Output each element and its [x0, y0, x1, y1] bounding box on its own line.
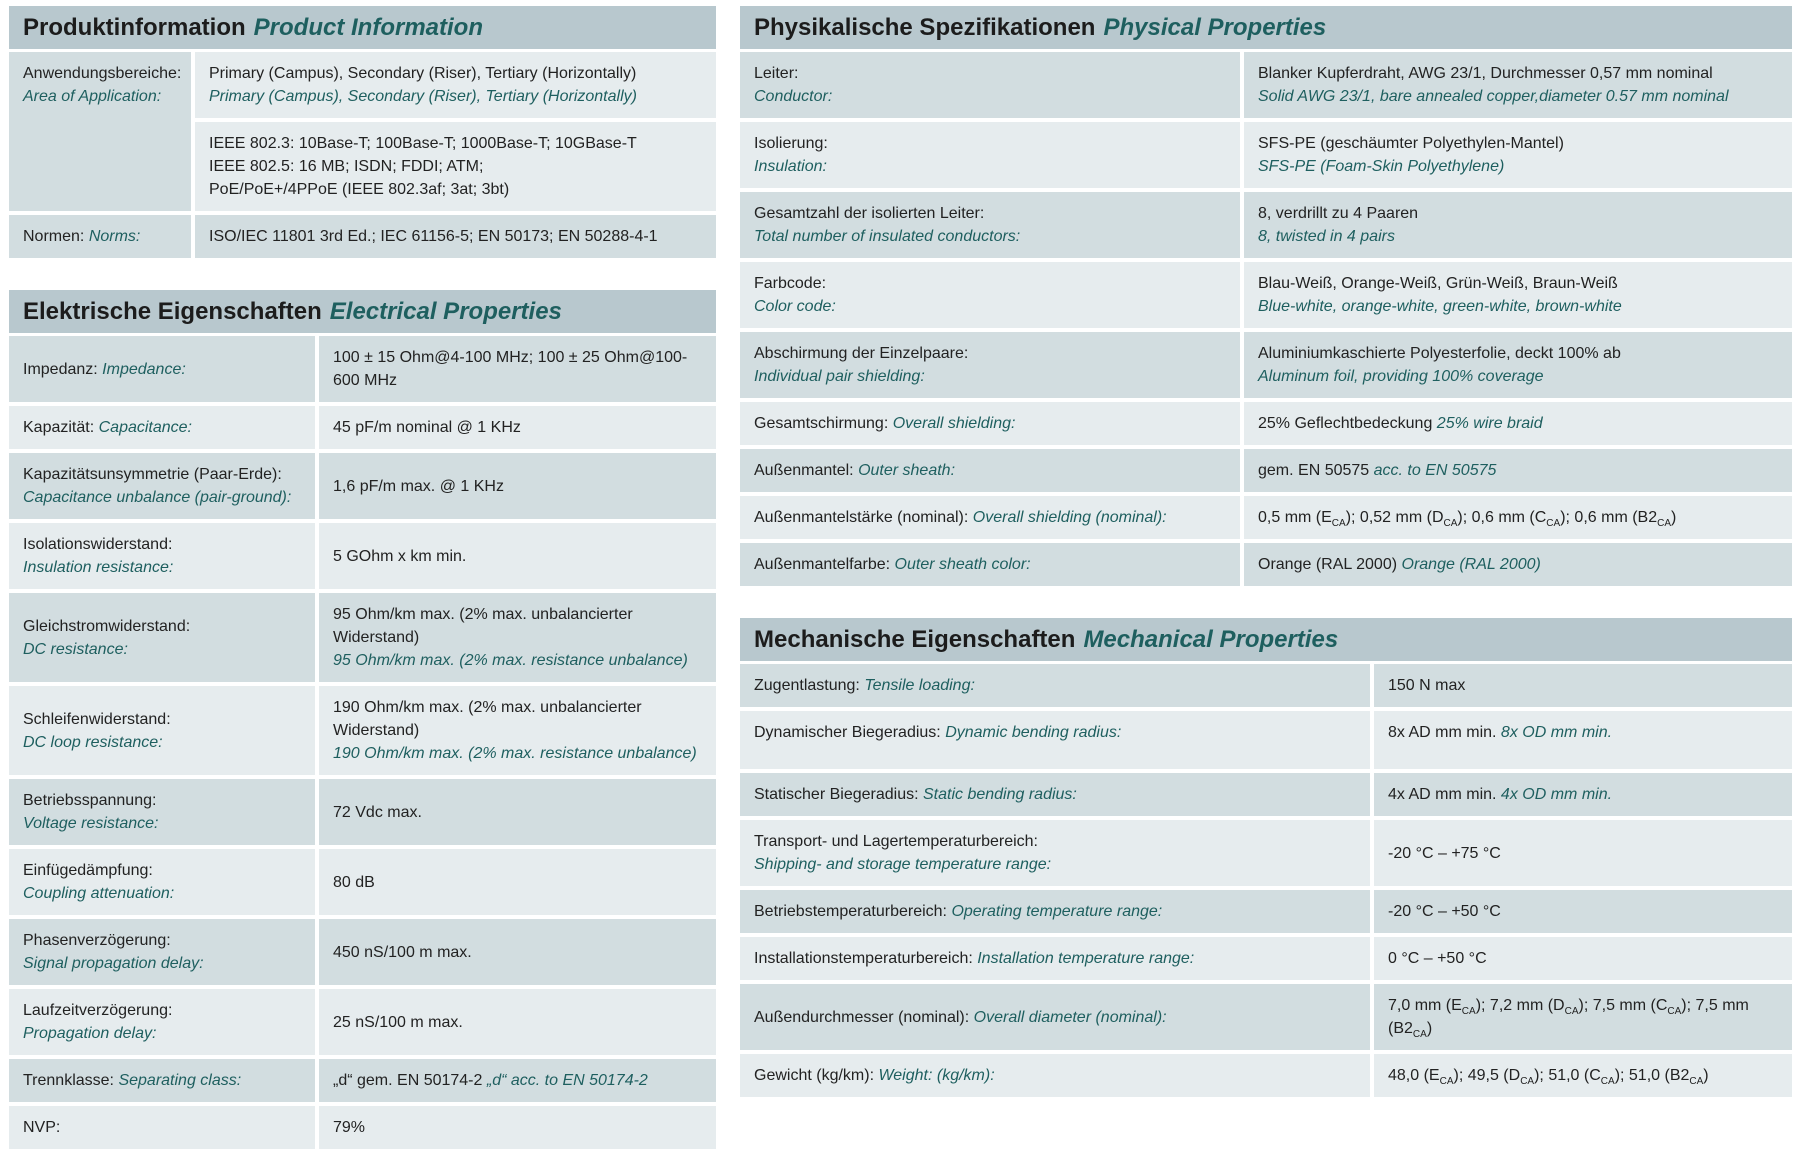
table-row	[9, 406, 716, 453]
value-de: gem. EN 50575	[1258, 462, 1370, 479]
table-row	[740, 52, 1792, 122]
value-de	[1388, 997, 1749, 1041]
key-de: NVP:	[23, 1119, 61, 1136]
row-key	[9, 919, 319, 989]
value-en: „d“ acc. to EN 50174-2	[486, 1072, 648, 1089]
table-row	[9, 1106, 716, 1153]
key-en: Static bending radius:	[922, 786, 1077, 803]
row-value	[319, 1059, 716, 1106]
row-value	[319, 593, 716, 686]
subscript: CA	[1546, 518, 1561, 530]
section-title-en: Electrical Properties	[329, 297, 562, 325]
key-en: Area of Application:	[23, 88, 162, 105]
key-de: Phasenverzögerung:	[23, 932, 171, 949]
key-en: Operating temperature range:	[951, 903, 1163, 920]
subscript: CA	[1600, 1076, 1615, 1088]
row-key	[740, 890, 1374, 937]
row-key	[9, 215, 195, 262]
value-en: Aluminum foil, providing 100% coverage	[1258, 368, 1544, 385]
key-de: Normen:	[23, 228, 85, 245]
key-de: Statischer Biegeradius:	[754, 786, 919, 803]
row-key	[740, 937, 1374, 984]
row-value	[319, 453, 716, 523]
value-de: 45 pF/m nominal @ 1 KHz	[333, 419, 521, 436]
key-en: Outer sheath:	[858, 462, 956, 479]
section-title-en: Product Information	[253, 13, 483, 41]
row-value	[1244, 192, 1792, 262]
key-en: Capacitance:	[98, 419, 192, 436]
key-en: Shipping- and storage temperature range:	[754, 856, 1052, 873]
key-de: Kapazität:	[23, 419, 95, 436]
table-row	[740, 449, 1792, 496]
physical-section	[740, 6, 1792, 590]
key-en: Overall diameter (nominal):	[973, 1008, 1167, 1026]
table-row	[740, 711, 1792, 773]
table-row	[740, 890, 1792, 937]
table-row	[9, 779, 716, 849]
table-row	[740, 262, 1792, 332]
key-en: Insulation resistance:	[23, 559, 174, 576]
key-en: Tensile loading:	[864, 677, 975, 694]
row-value	[1374, 984, 1792, 1054]
key-de: Gewicht (kg/km):	[754, 1067, 875, 1084]
row-value	[1244, 496, 1792, 543]
value-part: )	[1426, 1020, 1433, 1037]
row-key	[740, 262, 1244, 332]
value-part: ); 0,6 mm (B2	[1560, 509, 1658, 526]
row-value	[1244, 332, 1792, 402]
row-value	[319, 523, 716, 593]
table-row	[740, 402, 1792, 449]
subscript: CA	[1439, 1076, 1454, 1088]
value-part: ); 7,5 mm (B2	[1388, 997, 1749, 1037]
row-value	[195, 215, 716, 262]
value-de: -20 °C – +50 °C	[1388, 903, 1501, 920]
mechanical-section	[740, 618, 1792, 1101]
key-en: Propagation delay:	[23, 1025, 157, 1042]
row-key	[9, 52, 195, 215]
key-de: Transport- und Lagertemperaturbereich:	[754, 833, 1038, 850]
row-key	[740, 449, 1244, 496]
key-de: Außenmantel:	[754, 462, 854, 479]
row-value	[1374, 664, 1792, 711]
value-part: ); 0,6 mm (C	[1457, 509, 1547, 526]
row-key	[9, 849, 319, 919]
value-part: ); 51,0 (C	[1534, 1067, 1601, 1084]
value-de	[1388, 1067, 1709, 1088]
subscript: CA	[1443, 518, 1458, 530]
value-de: Primary (Campus), Secondary (Riser), Tertiary (Horizontally)	[209, 65, 637, 82]
row-key	[9, 1106, 319, 1153]
value-en: 25% wire braid	[1436, 415, 1543, 432]
section-title-en: Physical Properties	[1103, 13, 1327, 41]
left-column	[9, 6, 716, 1153]
value-de: „d“ gem. EN 50174-2	[333, 1072, 483, 1089]
value-de: 72 Vdc max.	[333, 803, 422, 821]
key-en: Overall shielding (nominal):	[972, 509, 1167, 526]
value-part: 48,0 (E	[1388, 1067, 1440, 1084]
key-de: Betriebsspannung:	[23, 792, 157, 809]
row-key	[9, 523, 319, 593]
row-value	[1244, 449, 1792, 496]
row-value	[1244, 402, 1792, 449]
product-info-table	[9, 52, 716, 262]
value-part: ); 49,5 (D	[1453, 1067, 1521, 1084]
value-part: ); 7,2 mm (D	[1475, 997, 1565, 1014]
key-en: Coupling attenuation:	[23, 885, 175, 902]
value-de: 100 ± 15 Ohm@4-100 MHz; 100 ± 25 Ohm@100-600 MHz	[333, 349, 688, 389]
table-row	[9, 215, 716, 262]
row-key	[9, 686, 319, 779]
row-value	[319, 336, 716, 406]
table-row	[740, 984, 1792, 1054]
table-row	[9, 919, 716, 989]
key-de: Gesamtschirmung:	[754, 415, 889, 432]
value-en: 190 Ohm/km max. (2% max. resistance unbalance)	[333, 745, 697, 762]
row-key	[740, 1054, 1374, 1101]
key-en: Color code:	[754, 298, 836, 315]
section-title	[9, 6, 716, 52]
key-de: Abschirmung der Einzelpaare:	[754, 345, 969, 362]
value-de	[1258, 509, 1677, 530]
row-key	[740, 820, 1374, 890]
value-line: IEEE 802.3: 10Base-T; 100Base-T; 1000Base-T; 10GBase-T	[209, 135, 637, 152]
value-en: Primary (Campus), Secondary (Riser), Tertiary (Horizontally)	[209, 88, 637, 105]
value-de: 450 nS/100 m max.	[333, 943, 472, 961]
table-row	[9, 336, 716, 406]
key-en: Weight: (kg/km):	[878, 1067, 995, 1084]
key-en: Dynamic bending radius:	[945, 724, 1122, 741]
value-de: 5 GOhm x km min.	[333, 547, 467, 565]
row-key	[740, 332, 1244, 402]
subscript: CA	[1689, 1076, 1704, 1088]
product-info-section	[9, 6, 716, 262]
value-de: 80 dB	[333, 873, 375, 891]
row-key	[740, 984, 1374, 1054]
subscript: CA	[1520, 1076, 1535, 1088]
key-en: Individual pair shielding:	[754, 368, 925, 385]
section-title-de: Elektrische Eigenschaften	[23, 297, 322, 325]
row-value	[319, 919, 716, 989]
electrical-table	[9, 336, 716, 1153]
value-part: ); 51,0 (B2	[1614, 1067, 1690, 1084]
section-title	[740, 6, 1792, 52]
key-en: Outer sheath color:	[894, 556, 1031, 573]
table-row	[740, 496, 1792, 543]
table-row	[9, 1059, 716, 1106]
row-key	[740, 122, 1244, 192]
subscript: CA	[1331, 518, 1346, 530]
value-line: IEEE 802.5: 16 MB; ISDN; FDDI; ATM;	[209, 158, 484, 175]
row-value	[1374, 711, 1792, 773]
key-de: Leiter:	[754, 65, 799, 82]
row-value	[319, 779, 716, 849]
subscript: CA	[1412, 1029, 1427, 1041]
key-de: Betriebstemperaturbereich:	[754, 903, 947, 920]
row-value	[1374, 1054, 1792, 1101]
section-title-en: Mechanical Properties	[1083, 625, 1339, 653]
value-de: 25 nS/100 m max.	[333, 1013, 463, 1031]
row-value	[1374, 820, 1792, 890]
key-de: Außendurchmesser (nominal):	[754, 1008, 970, 1026]
subscript: CA	[1461, 1006, 1476, 1018]
key-en: Separating class:	[118, 1072, 242, 1089]
section-title-de: Physikalische Spezifikationen	[754, 13, 1096, 41]
table-row	[740, 820, 1792, 890]
mechanical-table	[740, 664, 1792, 1101]
row-value	[319, 849, 716, 919]
value-en: 8, twisted in 4 pairs	[1258, 228, 1395, 245]
key-de: Außenmantelfarbe:	[754, 556, 891, 573]
key-de: Anwendungsbereiche:	[23, 65, 182, 82]
value-part: 0,5 mm (E	[1258, 509, 1332, 526]
row-key	[9, 336, 319, 406]
value-de: 95 Ohm/km max. (2% max. unbalancierter Widerstand)	[333, 606, 633, 646]
key-de: Laufzeitverzögerung:	[23, 1002, 173, 1019]
key-de: Einfügedämpfung:	[23, 862, 153, 879]
value-de: -20 °C – +75 °C	[1388, 844, 1501, 862]
row-key	[740, 402, 1244, 449]
value-en: 8x OD mm min.	[1500, 724, 1613, 741]
row-value	[319, 686, 716, 779]
value-line: PoE/PoE+/4PPoE (IEEE 802.3af; 3at; 3bt)	[209, 181, 510, 198]
key-de: Installationstemperaturbereich:	[754, 950, 973, 967]
key-de: Dynamischer Biegeradius:	[754, 724, 941, 741]
row-key	[9, 406, 319, 453]
key-en: Total number of insulated conductors:	[754, 228, 1021, 245]
key-de: Trennklasse:	[23, 1072, 114, 1089]
subscript: CA	[1667, 1006, 1682, 1018]
right-column	[740, 6, 1792, 1101]
key-en: Voltage resistance:	[23, 815, 159, 832]
subscript: CA	[1564, 1006, 1579, 1018]
value-part: )	[1671, 509, 1677, 526]
physical-table	[740, 52, 1792, 590]
value-en: 95 Ohm/km max. (2% max. resistance unbalance)	[333, 652, 688, 669]
key-en: Installation temperature range:	[977, 950, 1195, 967]
key-de: Impedanz:	[23, 360, 98, 378]
value-de: 25% Geflechtbedeckung	[1258, 415, 1433, 432]
value-part: ); 7,5 mm (C	[1578, 997, 1668, 1014]
value-de: ISO/IEC 11801 3rd Ed.; IEC 61156-5; EN 50173; EN 50288-4-1	[209, 228, 658, 245]
key-en: Signal propagation delay:	[23, 955, 204, 972]
value-part: ); 0,52 mm (D	[1345, 509, 1444, 526]
key-de: Isolierung:	[754, 135, 828, 152]
table-row	[740, 543, 1792, 590]
row-value	[319, 406, 716, 453]
table-row	[740, 122, 1792, 192]
key-en: Capacitance unbalance (pair-ground):	[23, 489, 292, 506]
value-de: 8x AD mm min.	[1388, 724, 1497, 741]
value-de: Blau-Weiß, Orange-Weiß, Grün-Weiß, Braun-Weiß	[1258, 275, 1618, 292]
value-de: 190 Ohm/km max. (2% max. unbalancierter Widerstand)	[333, 699, 642, 739]
value-en: SFS-PE (Foam-Skin Polyethylene)	[1258, 158, 1505, 175]
value-en: 4x OD mm min.	[1500, 786, 1613, 803]
value-en: Solid AWG 23/1, bare annealed copper,diameter 0.57 mm nominal	[1258, 88, 1729, 105]
value-de: Orange (RAL 2000)	[1258, 556, 1398, 573]
table-row	[9, 593, 716, 686]
value-en: acc. to EN 50575	[1373, 462, 1497, 479]
table-row	[9, 686, 716, 779]
key-en: Overall shielding:	[892, 415, 1016, 432]
table-row	[740, 1054, 1792, 1101]
value-de: 0 °C – +50 °C	[1388, 950, 1487, 967]
subscript: CA	[1657, 518, 1672, 530]
row-key	[740, 52, 1244, 122]
value-en: Blue-white, orange-white, green-white, brown-white	[1258, 298, 1622, 315]
row-key	[740, 664, 1374, 711]
table-row	[740, 773, 1792, 820]
key-de: Schleifenwiderstand:	[23, 710, 171, 728]
table-row	[9, 849, 716, 919]
key-en: Insulation:	[754, 158, 827, 175]
row-value-standards	[195, 122, 716, 215]
key-en: Conductor:	[754, 88, 833, 105]
key-en: Impedance:	[102, 360, 186, 378]
row-key	[740, 711, 1374, 773]
key-en: DC resistance:	[23, 640, 128, 658]
key-de: Isolationswiderstand:	[23, 536, 173, 553]
table-row	[9, 52, 716, 122]
key-de: Kapazitätsunsymmetrie (Paar-Erde):	[23, 466, 282, 483]
value-de: 8, verdrillt zu 4 Paaren	[1258, 205, 1419, 222]
value-part: 7,0 mm (E	[1388, 997, 1462, 1014]
row-value	[1374, 773, 1792, 820]
row-value	[319, 989, 716, 1059]
row-key	[740, 543, 1244, 590]
value-de: 79%	[333, 1119, 366, 1136]
table-row	[740, 192, 1792, 262]
key-de: Gesamtzahl der isolierten Leiter:	[754, 205, 985, 222]
key-de: Außenmantelstärke (nominal):	[754, 509, 969, 526]
row-key	[740, 496, 1244, 543]
table-row	[740, 664, 1792, 711]
value-de: 4x AD mm min.	[1388, 786, 1497, 803]
section-title	[9, 290, 716, 336]
row-value	[1374, 937, 1792, 984]
row-value	[1244, 262, 1792, 332]
section-title	[740, 618, 1792, 664]
table-row	[740, 937, 1792, 984]
row-key	[740, 192, 1244, 262]
row-value	[1244, 543, 1792, 590]
value-en: Orange (RAL 2000)	[1401, 556, 1541, 573]
table-row	[740, 332, 1792, 402]
row-value	[319, 1106, 716, 1153]
key-de: Zugentlastung:	[754, 677, 860, 694]
value-part: )	[1703, 1067, 1709, 1084]
value-de: Aluminiumkaschierte Polyesterfolie, deckt 100% ab	[1258, 345, 1621, 362]
row-key	[9, 453, 319, 523]
key-de: Farbcode:	[754, 275, 827, 292]
table-row	[9, 453, 716, 523]
row-key	[9, 779, 319, 849]
row-key	[9, 989, 319, 1059]
value-de: 1,6 pF/m max. @ 1 KHz	[333, 477, 504, 495]
value-de: 150 N max	[1388, 677, 1466, 694]
row-value	[1374, 890, 1792, 937]
row-key	[740, 773, 1374, 820]
key-de: Gleichstromwiderstand:	[23, 617, 191, 635]
section-title-de: Produktinformation	[23, 13, 246, 41]
key-en: DC loop resistance:	[23, 733, 163, 751]
value-de: Blanker Kupferdraht, AWG 23/1, Durchmesser 0,57 mm nominal	[1258, 65, 1713, 82]
table-row	[9, 989, 716, 1059]
row-value	[1244, 122, 1792, 192]
key-en: Norms:	[88, 228, 141, 245]
section-title-de: Mechanische Eigenschaften	[754, 625, 1076, 653]
table-row	[9, 523, 716, 593]
row-value	[1244, 52, 1792, 122]
row-key	[9, 1059, 319, 1106]
value-de: SFS-PE (geschäumter Polyethylen-Mantel)	[1258, 135, 1564, 152]
electrical-section	[9, 290, 716, 1153]
row-key	[9, 593, 319, 686]
row-value	[195, 52, 716, 122]
